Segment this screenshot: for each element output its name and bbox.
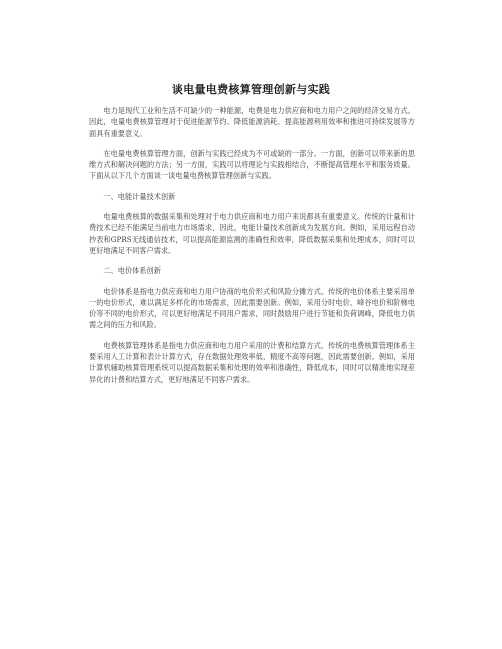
section-heading-pricing: 二、电价体系创新: [103, 266, 161, 276]
intro-paragraph-1: 电力是现代工业和生活不可缺少的一种能源，电费是电力供应商和电力用户之间的经济交易方式。因此，电量电费核算管理对于促进能源节约、降低能源消耗、提高能源利用效率和推进可持续发展等方面具有重要意义。: [89, 106, 415, 138]
document-title: 谈电量电费核算管理创新与实践: [171, 83, 331, 96]
document-body: [89, 105, 415, 394]
section-paragraph-metering: 电量电费核算的数据采集和处理对于电力供应商和电力用户来说都具有重要意义。传统的计量和计费技术已经不能满足当前电力市场需求，因此，电能计量技术创新成为发展方向。例如，采用远程自动抄表和GPRS无线通信技术，可以提高能源监测的准确性和效率，降低数据采集和处理成本，同时可以更好地满足不同客户需求。: [89, 212, 415, 255]
intro-paragraph-2: 在电量电费核算管理方面，创新与实践已经成为不可或缺的一部分。一方面，创新可以带来新的思维方式和解决问题的方法；另一方面，实践可以将理论与实践相结合，不断提高管理水平和服务质量。下面从以下几个方面谈一谈电量电费核算管理创新与实践。: [89, 148, 415, 181]
section-paragraph-pricing: 电价体系是指电力供应商和电力用户协商的电价形式和风险分摊方式。传统的电价体系主要采用单一的电价形式，难以满足多样化的市场需求，因此需要创新。例如，采用分时电价、峰谷电价和阶梯电价等不同的电价形式，可以更好地满足不同用户需求，同时鼓励用户进行节能和负荷调峰，降低电力供需之间的压力和风险。: [89, 286, 415, 330]
section-heading-metering: 一、电能计量技术创新: [103, 191, 176, 201]
section-paragraph-billing: 电费核算管理体系是指电力供应商和电力用户采用的计费和结算方式。传统的电费核算管理体系主要采用人工计算和表计计算方式，存在数据处理效率低、精度不高等问题，因此需要创新。例如，采用计算机辅助核算管理系统可以提高数据采集和处理的效率和准确性，降低成本，同时可以精准地实现差异化的计费和结算方式，更好地满足不同客户需求。: [89, 340, 415, 384]
